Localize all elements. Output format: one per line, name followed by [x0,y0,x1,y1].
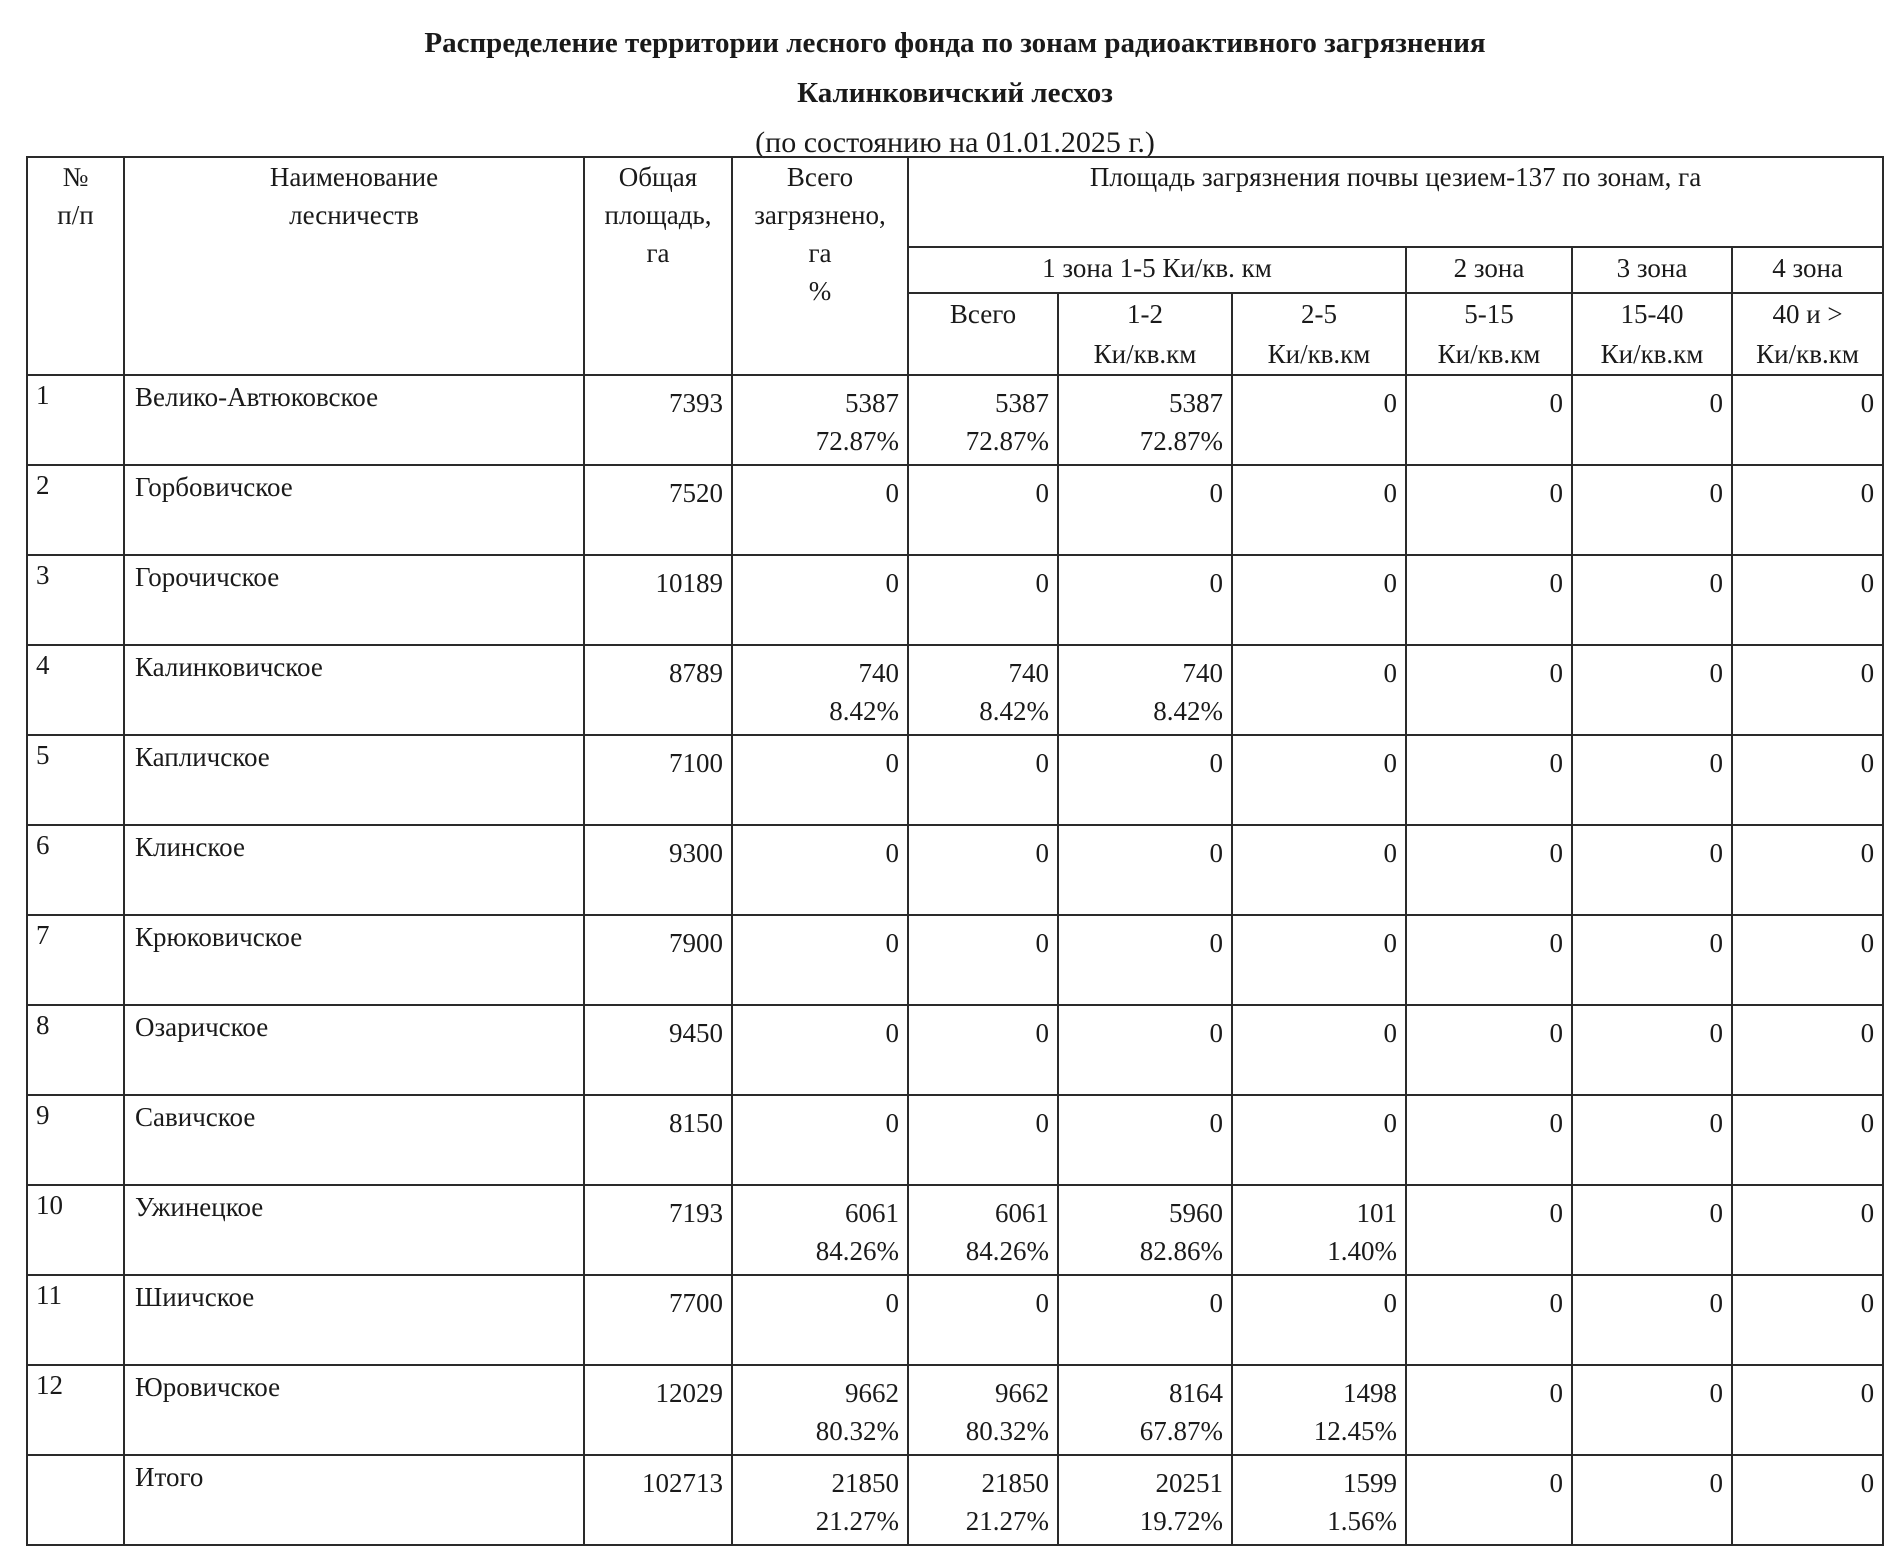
cell-forestry-name: Горочичское [124,555,584,645]
cell-total-contaminated [732,1095,908,1185]
table-row [27,1185,1883,1275]
value: 0 [1383,1018,1397,1048]
value: 8789 [669,658,723,688]
percent-value: 21.27% [965,1506,1049,1536]
cell-zone2 [1406,915,1572,1005]
value: 740 [1182,658,1223,688]
cell-zone2 [1406,1185,1572,1275]
value: 0 [1383,748,1397,778]
value: 9450 [669,1018,723,1048]
cell-zone1-total [908,1095,1058,1185]
cell-zone3 [1572,1275,1732,1365]
value: 0 [1549,658,1563,688]
cell-zone1-2-5 [1232,1095,1406,1185]
cell-zone2 [1406,1005,1572,1095]
percent-value: 8.42% [1153,696,1223,726]
cell-num: 6 [27,825,124,915]
cell-zone1-1-2 [1058,465,1232,555]
value: 0 [1709,928,1723,958]
value: 0 [1860,1108,1875,1138]
value: 0 [1709,1018,1723,1048]
header-zone1-total: Всего [908,293,1058,375]
value: 0 [1209,568,1223,598]
cell-total-area [584,465,732,555]
cell-zone1-1-2 [1058,1185,1232,1275]
table-row [27,555,1883,645]
cell-zone1-2-5 [1232,915,1406,1005]
cell-zone1-total [908,1365,1058,1455]
cell-zone2 [1406,1365,1572,1455]
percent-value: 72.87% [965,426,1049,456]
cell-total-area [584,1005,732,1095]
value: 0 [1709,478,1723,508]
cell-zone1-2-5 [1232,375,1406,465]
cell-zone1-1-2 [1058,1365,1232,1455]
cell-zone4 [1732,555,1883,645]
cell-total-contaminated [732,1365,908,1455]
value: 9300 [669,838,723,868]
value: 0 [1549,1018,1563,1048]
cell-zone1-total [908,555,1058,645]
table-row [27,1365,1883,1455]
value: 0 [1709,388,1723,418]
percent-value: 80.32% [815,1416,899,1446]
value: 0 [1709,1468,1723,1498]
value: 1599 [1343,1468,1397,1498]
cell-forestry-name: Горбовичское [124,465,584,555]
cell-zone2 [1406,375,1572,465]
cell-zone1-total [908,1275,1058,1365]
cell-zone1-total [908,915,1058,1005]
cell-total-area [584,645,732,735]
cell-zone3 [1572,1455,1732,1545]
value: 0 [1860,838,1875,868]
value: 0 [1383,658,1397,688]
value: 0 [1383,1288,1397,1318]
cell-total-contaminated [732,375,908,465]
value: 0 [1549,838,1563,868]
cell-zone1-1-2 [1058,555,1232,645]
value: 0 [1035,1108,1049,1138]
cell-num: 4 [27,645,124,735]
header-name: Наименование лесничеств [124,157,584,375]
table-row [27,735,1883,825]
value: 7193 [669,1198,723,1228]
table-row [27,915,1883,1005]
cell-total-contaminated [732,1005,908,1095]
cell-zone2 [1406,465,1572,555]
value: 0 [1860,1288,1875,1318]
header-zone2-range: 5-15 Ки/кв.км [1406,293,1572,375]
cell-zone1-total [908,375,1058,465]
report-date: (по состоянию на 01.01.2025 г.) [755,126,1155,159]
value: 12029 [655,1378,723,1408]
cell-forestry-name: Калинковичское [124,645,584,735]
cell-total-contaminated [732,465,908,555]
value: 7520 [669,478,723,508]
cell-zone2 [1406,1455,1572,1545]
value: 0 [1860,748,1875,778]
cell-zone3 [1572,375,1732,465]
cell-zone2 [1406,645,1572,735]
value: 0 [1383,568,1397,598]
cell-total-contaminated [732,1455,908,1545]
value: 0 [1709,568,1723,598]
percent-value: 1.40% [1327,1236,1397,1266]
value: 0 [1860,1378,1875,1408]
cell-zone1-1-2 [1058,1455,1232,1545]
value: 0 [885,748,899,778]
cell-total-area [584,1095,732,1185]
cell-zone1-2-5 [1232,1185,1406,1275]
cell-zone3 [1572,555,1732,645]
header-zone1: 1 зона 1-5 Ки/кв. км [908,247,1406,293]
table-row [27,825,1883,915]
cell-total-area [584,915,732,1005]
value: 0 [1383,1108,1397,1138]
value: 0 [1709,1378,1723,1408]
header-zone3: 3 зона [1572,247,1732,293]
cell-zone1-1-2 [1058,645,1232,735]
value: 0 [885,838,899,868]
cell-total-contaminated [732,915,908,1005]
cell-zone1-2-5 [1232,1275,1406,1365]
cell-forestry-name: Озаричское [124,1005,584,1095]
cell-zone3 [1572,465,1732,555]
value: 740 [1008,658,1049,688]
cell-zone2 [1406,1095,1572,1185]
value: 0 [885,1018,899,1048]
cell-num: 2 [27,465,124,555]
cell-zone1-1-2 [1058,915,1232,1005]
cell-zone3 [1572,825,1732,915]
value: 0 [1549,1378,1563,1408]
percent-value: 21.27% [815,1506,899,1536]
value: 0 [1860,658,1875,688]
cell-zone1-total [908,1005,1058,1095]
cell-zone1-1-2 [1058,1095,1232,1185]
cell-zone3 [1572,1365,1732,1455]
cell-zone4 [1732,1185,1883,1275]
cell-forestry-name: Савичское [124,1095,584,1185]
cell-total-contaminated [732,1185,908,1275]
table-row [27,1095,1883,1185]
cell-zone4 [1732,735,1883,825]
value: 0 [1209,478,1223,508]
contamination-table [26,156,1884,1546]
value: 5960 [1169,1198,1223,1228]
value: 0 [885,928,899,958]
table-row [27,1275,1883,1365]
cell-num: 12 [27,1365,124,1455]
cell-zone1-1-2 [1058,1005,1232,1095]
percent-value: 19.72% [1139,1506,1223,1536]
cell-forestry-name: Велико-Автюковское [124,375,584,465]
value: 0 [1860,928,1875,958]
value: 1498 [1343,1378,1397,1408]
value: 21850 [981,1468,1049,1498]
cell-num: 9 [27,1095,124,1185]
percent-value: 12.45% [1313,1416,1397,1446]
cell-total-area [584,375,732,465]
value: 6061 [995,1198,1049,1228]
cell-total-area [584,1455,732,1545]
value: 5387 [995,388,1049,418]
value: 0 [1549,1198,1563,1228]
value: 0 [1709,658,1723,688]
cell-zone3 [1572,1095,1732,1185]
header-num: № п/п [27,157,124,375]
value: 6061 [845,1198,899,1228]
percent-value: 8.42% [979,696,1049,726]
percent-value: 1.56% [1327,1506,1397,1536]
header-zones-group: Площадь загрязнения почвы цезием-137 по зонам, га [908,157,1883,247]
cell-zone1-total [908,735,1058,825]
value: 0 [1209,838,1223,868]
cell-total-area [584,1365,732,1455]
value: 9662 [995,1378,1049,1408]
cell-zone1-1-2 [1058,825,1232,915]
cell-total-area [584,1185,732,1275]
value: 7700 [669,1288,723,1318]
cell-zone1-2-5 [1232,1455,1406,1545]
value: 0 [1860,1198,1875,1228]
cell-zone2 [1406,555,1572,645]
percent-value: 8.42% [829,696,899,726]
value: 0 [1383,838,1397,868]
value: 0 [1860,568,1875,598]
cell-total-area [584,555,732,645]
value: 0 [1549,478,1563,508]
cell-zone4 [1732,1095,1883,1185]
cell-zone1-2-5 [1232,735,1406,825]
value: 0 [1860,388,1875,418]
percent-value: 67.87% [1139,1416,1223,1446]
cell-num: 8 [27,1005,124,1095]
percent-value: 72.87% [815,426,899,456]
value: 10189 [655,568,723,598]
cell-num: 5 [27,735,124,825]
cell-zone1-2-5 [1232,555,1406,645]
cell-forestry-name: Итого [124,1455,584,1545]
cell-forestry-name: Шиичское [124,1275,584,1365]
cell-zone4 [1732,1005,1883,1095]
value: 5387 [1169,388,1223,418]
cell-zone1-2-5 [1232,465,1406,555]
cell-zone1-2-5 [1232,1005,1406,1095]
cell-zone2 [1406,735,1572,825]
cell-zone4 [1732,915,1883,1005]
cell-total-contaminated [732,1275,908,1365]
value: 0 [1035,1018,1049,1048]
value: 0 [1035,478,1049,508]
value: 0 [1709,1108,1723,1138]
value: 0 [1860,478,1875,508]
cell-zone3 [1572,915,1732,1005]
cell-zone1-total [908,1455,1058,1545]
value: 0 [1209,1108,1223,1138]
value: 0 [1549,1108,1563,1138]
cell-zone4 [1732,465,1883,555]
cell-forestry-name: Юровичское [124,1365,584,1455]
organization-name: Калинковичский лесхоз [797,77,1113,109]
cell-total-area [584,825,732,915]
cell-forestry-name: Ужинецкое [124,1185,584,1275]
document-title: Распределение территории лесного фонда по зонам радиоактивного загрязнения [424,27,1486,59]
value: 101 [1356,1198,1397,1228]
cell-zone1-total [908,825,1058,915]
cell-zone1-1-2 [1058,375,1232,465]
percent-value: 84.26% [965,1236,1049,1266]
value: 0 [1709,838,1723,868]
value: 9662 [845,1378,899,1408]
value: 0 [1549,748,1563,778]
percent-value: 84.26% [815,1236,899,1266]
cell-zone1-2-5 [1232,825,1406,915]
cell-num: 10 [27,1185,124,1275]
value: 8164 [1169,1378,1223,1408]
cell-forestry-name: Крюковичское [124,915,584,1005]
title-block [0,18,1892,168]
header-zone1-2-5: 2-5 Ки/кв.км [1232,293,1406,375]
value: 0 [1709,1288,1723,1318]
header-total-area: Общая площадь, га [584,157,732,375]
value: 0 [885,478,899,508]
cell-zone3 [1572,735,1732,825]
header-total-contaminated: Всего загрязнено, га % [732,157,908,375]
header-zone3-range: 15-40 Ки/кв.км [1572,293,1732,375]
value: 0 [1035,838,1049,868]
value: 0 [1035,568,1049,598]
cell-total-contaminated [732,735,908,825]
value: 0 [1549,928,1563,958]
cell-zone1-total [908,1185,1058,1275]
value: 8150 [669,1108,723,1138]
cell-total-contaminated [732,825,908,915]
cell-zone1-1-2 [1058,1275,1232,1365]
value: 7100 [669,748,723,778]
value: 0 [1209,748,1223,778]
cell-num [27,1455,124,1545]
table-row-total [27,1455,1883,1545]
cell-zone1-total [908,465,1058,555]
cell-num: 11 [27,1275,124,1365]
value: 0 [1383,928,1397,958]
percent-value: 72.87% [1139,426,1223,456]
header-zone4: 4 зона [1732,247,1883,293]
value: 0 [1549,568,1563,598]
cell-zone4 [1732,1275,1883,1365]
value: 0 [1549,1288,1563,1318]
cell-zone3 [1572,645,1732,735]
table-row [27,465,1883,555]
cell-forestry-name: Капличское [124,735,584,825]
value: 0 [1035,748,1049,778]
cell-zone2 [1406,825,1572,915]
percent-value: 82.86% [1139,1236,1223,1266]
cell-zone1-total [908,645,1058,735]
cell-total-area [584,1275,732,1365]
table-row [27,1005,1883,1095]
value: 21850 [831,1468,899,1498]
cell-zone3 [1572,1185,1732,1275]
cell-num: 7 [27,915,124,1005]
cell-num: 1 [27,375,124,465]
percent-value: 80.32% [965,1416,1049,1446]
header-zone4-range: 40 и > Ки/кв.км [1732,293,1883,375]
cell-zone1-1-2 [1058,735,1232,825]
cell-zone4 [1732,825,1883,915]
value: 0 [1383,478,1397,508]
value: 0 [1549,388,1563,418]
cell-zone2 [1406,1275,1572,1365]
cell-num: 3 [27,555,124,645]
value: 0 [1209,1018,1223,1048]
cell-total-contaminated [732,555,908,645]
header-zone1-1-2: 1-2 Ки/кв.км [1058,293,1232,375]
cell-forestry-name: Клинское [124,825,584,915]
value: 0 [1209,1288,1223,1318]
cell-zone1-2-5 [1232,1365,1406,1455]
cell-zone4 [1732,1455,1883,1545]
value: 0 [1035,1288,1049,1318]
header-zone2: 2 зона [1406,247,1572,293]
cell-zone4 [1732,645,1883,735]
cell-zone1-2-5 [1232,645,1406,735]
value: 7393 [669,388,723,418]
value: 7900 [669,928,723,958]
table-row [27,375,1883,465]
value: 0 [885,1108,899,1138]
value: 5387 [845,388,899,418]
value: 0 [885,1288,899,1318]
cell-zone4 [1732,1365,1883,1455]
cell-zone3 [1572,1005,1732,1095]
value: 0 [1860,1018,1875,1048]
cell-total-area [584,735,732,825]
value: 102713 [642,1468,723,1498]
value: 0 [885,568,899,598]
value: 0 [1709,748,1723,778]
cell-total-contaminated [732,645,908,735]
value: 0 [1035,928,1049,958]
value: 0 [1860,1468,1875,1498]
value: 0 [1549,1468,1563,1498]
table-row [27,645,1883,735]
value: 0 [1209,928,1223,958]
value: 0 [1383,388,1397,418]
value: 20251 [1155,1468,1223,1498]
value: 740 [858,658,899,688]
cell-zone4 [1732,375,1883,465]
value: 0 [1709,1198,1723,1228]
